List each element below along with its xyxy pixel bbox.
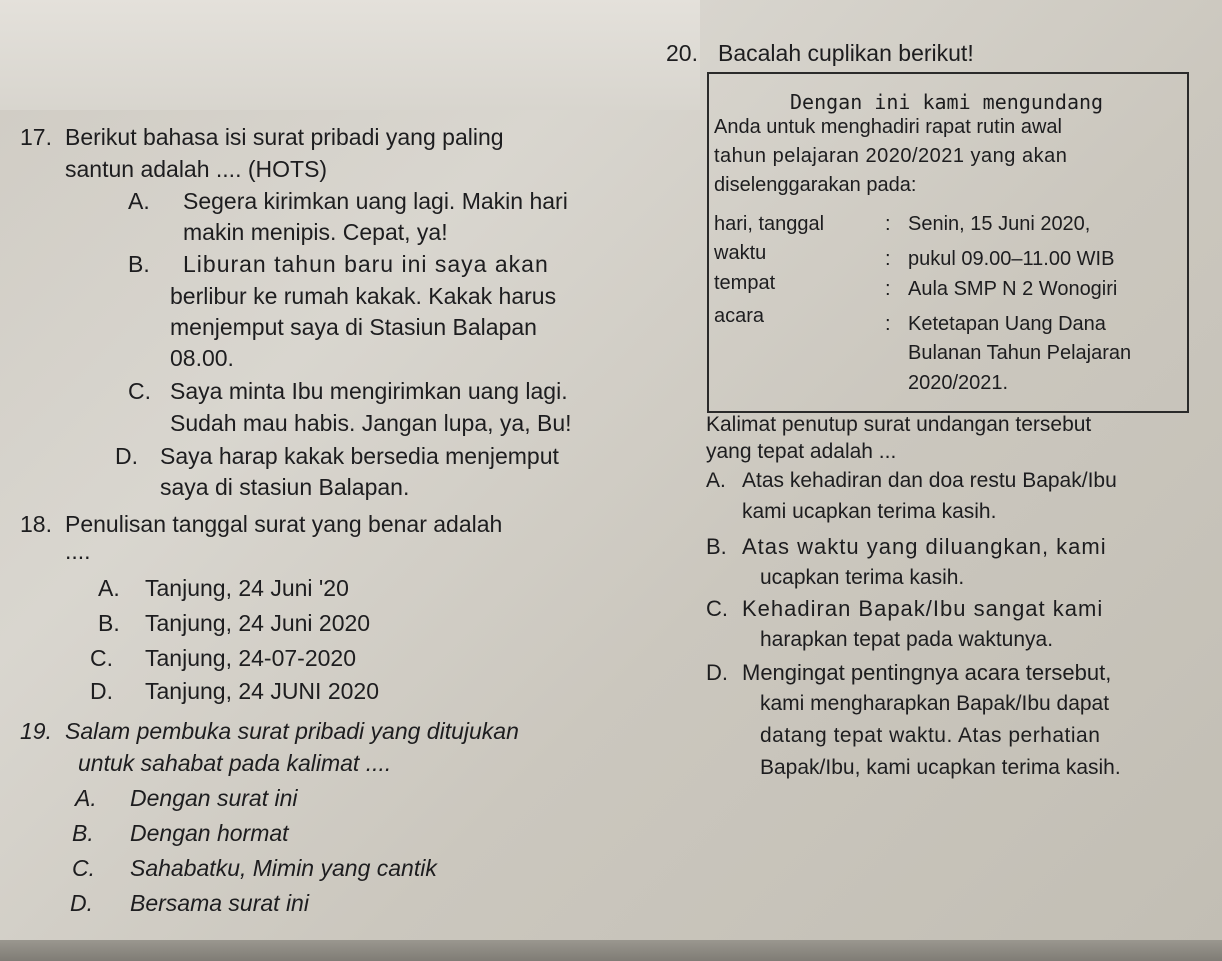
q17-stem-line1: Berikut bahasa isi surat pribadi yang paling [65, 124, 504, 150]
paper-fold [0, 0, 700, 110]
q20-colon-event: : [885, 313, 891, 335]
page-bottom-edge [0, 940, 1222, 961]
q17-option-d-line2: saya di stasiun Balapan. [160, 474, 410, 500]
q17-number: 17. [20, 124, 52, 150]
q17-option-a-line2: makin menipis. Cepat, ya! [183, 219, 448, 245]
q19-option-a-letter: A. [75, 785, 97, 811]
q20-option-a-line2: kami ucapkan terima kasih. [742, 500, 997, 523]
q20-option-d-line3: datang tepat waktu. Atas perhatian [760, 724, 1101, 747]
q20-option-c-line2: harapkan tepat pada waktunya. [760, 628, 1054, 651]
q20-option-b-line1: Atas waktu yang diluangkan, kami [742, 534, 1107, 559]
q17-stem-line2: santun adalah .... (HOTS) [65, 156, 328, 182]
q20-colon-time: : [885, 248, 891, 270]
q20-option-c-letter: C. [706, 596, 728, 621]
q19-option-b-text: Dengan hormat [130, 820, 289, 846]
q20-option-a-line1: Atas kehadiran dan doa restu Bapak/Ibu [742, 469, 1117, 492]
q20-option-b-letter: B. [706, 534, 727, 559]
q17-option-b-line2: berlibur ke rumah kakak. Kakak harus [170, 283, 557, 309]
q19-option-b-letter: B. [72, 820, 94, 846]
q17-option-c-letter: C. [128, 378, 151, 404]
q18-number: 18. [20, 511, 52, 537]
q20-question-line1: Kalimat penutup surat undangan tersebut [706, 413, 1092, 436]
q20-stem: Bacalah cuplikan berikut! [718, 40, 974, 66]
q18-option-b-letter: B. [98, 610, 120, 636]
q17-option-b-line3: menjemput saya di Stasiun Balapan [170, 314, 537, 340]
q18-option-a-letter: A. [98, 575, 120, 601]
q17-option-c-line2: Sudah mau habis. Jangan lupa, ya, Bu! [170, 410, 572, 436]
q20-value-event-line1: Ketetapan Uang Dana [908, 313, 1106, 335]
q20-label-place: tempat [714, 272, 776, 294]
q20-option-d-line4: Bapak/Ibu, kami ucapkan terima kasih. [760, 756, 1121, 779]
q19-stem-line2: untuk sahabat pada kalimat .... [78, 750, 392, 776]
q17-option-a-line1: Segera kirimkan uang lagi. Makin hari [183, 188, 568, 214]
q20-option-d-line2: kami mengharapkan Bapak/Ibu dapat [760, 692, 1110, 715]
q17-option-b-letter: B. [128, 251, 150, 277]
q19-option-c-text: Sahabatku, Mimin yang cantik [130, 855, 437, 881]
q20-option-c-line1: Kehadiran Bapak/Ibu sangat kami [742, 596, 1104, 621]
q20-excerpt-line4: diselenggarakan pada: [714, 174, 917, 196]
q20-excerpt-line3: tahun pelajaran 2020/2021 yang akan [714, 145, 1068, 167]
q20-option-a-letter: A. [706, 469, 726, 492]
q19-option-a-text: Dengan surat ini [130, 785, 298, 811]
q17-option-d-line1: Saya harap kakak bersedia menjemput [160, 443, 559, 469]
q20-excerpt-line2: Anda untuk menghadiri rapat rutin awal [714, 116, 1062, 138]
q17-option-b-line4: 08.00. [170, 345, 234, 371]
q20-colon-day: : [885, 213, 891, 235]
q18-option-d-letter: D. [90, 678, 113, 704]
q17-option-b-line1: Liburan tahun baru ini saya akan [183, 251, 549, 277]
q20-option-d-letter: D. [706, 660, 728, 685]
q19-stem-line1: Salam pembuka surat pribadi yang ditujukan [65, 718, 519, 744]
q19-option-d-letter: D. [70, 890, 93, 916]
q19-option-d-text: Bersama surat ini [130, 890, 309, 916]
q20-label-event: acara [714, 305, 765, 327]
q19-option-c-letter: C. [72, 855, 95, 881]
q18-option-b-text: Tanjung, 24 Juni 2020 [145, 610, 371, 636]
q20-label-day: hari, tanggal [714, 213, 825, 235]
q20-colon-place: : [885, 278, 891, 300]
q17-option-a-letter: A. [128, 188, 150, 214]
q18-option-a-text: Tanjung, 24 Juni '20 [145, 575, 349, 601]
q18-option-d-text: Tanjung, 24 JUNI 2020 [145, 678, 379, 704]
q18-option-c-text: Tanjung, 24-07-2020 [145, 645, 356, 671]
q17-option-d-letter: D. [115, 443, 138, 469]
q20-value-event-line3: 2020/2021. [908, 372, 1009, 394]
q20-value-time: pukul 09.00–11.00 WIB [908, 248, 1115, 270]
q20-excerpt-line1: Dengan ini kami mengundang [790, 90, 1104, 114]
q20-value-place: Aula SMP N 2 Wonogiri [908, 278, 1118, 300]
q18-option-c-letter: C. [90, 645, 113, 671]
q20-value-event-line2: Bulanan Tahun Pelajaran [908, 342, 1132, 364]
q18-stem-line1: Penulisan tanggal surat yang benar adalah [65, 511, 503, 537]
q20-option-b-line2: ucapkan terima kasih. [760, 566, 965, 589]
q18-stem-line2: .... [65, 538, 91, 564]
q20-value-day: Senin, 15 Juni 2020, [908, 213, 1091, 235]
q19-number: 19. [20, 718, 52, 744]
q20-number: 20. [666, 40, 698, 66]
q20-option-d-line1: Mengingat pentingnya acara tersebut, [742, 660, 1112, 685]
q17-option-c-line1: Saya minta Ibu mengirimkan uang lagi. [170, 378, 568, 404]
q20-question-line2: yang tepat adalah ... [706, 440, 897, 463]
q20-label-time: waktu [714, 242, 767, 264]
